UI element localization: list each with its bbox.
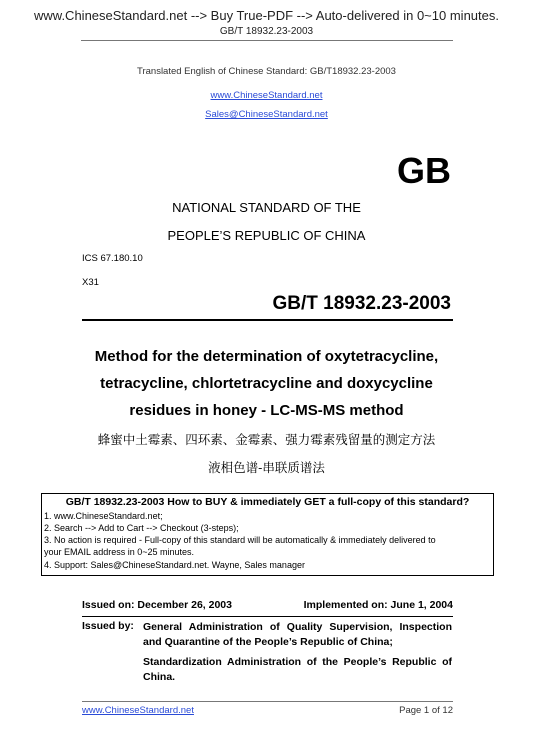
- implemented-on-date: Implemented on: June 1, 2004: [303, 599, 453, 611]
- ccs-code: X31: [82, 277, 99, 288]
- gb-mark: GB: [397, 150, 451, 191]
- buy-step: 3. No action is required - Full-copy of this standard will be automatically & immediately delivered to: [44, 535, 436, 545]
- buy-step: 2. Search --> Add to Cart --> Checkout (3-steps);: [44, 523, 239, 533]
- national-standard-line-2: PEOPLE’S REPUBLIC OF CHINA: [167, 228, 366, 243]
- issuer-organization-2: Standardization Administration of the People’s Republic of China.: [143, 656, 452, 683]
- page-number: Page 1 of 12: [399, 705, 453, 716]
- issued-on-date: Issued on: December 26, 2003: [82, 599, 232, 611]
- title-line-3: residues in honey - LC-MS-MS method: [129, 402, 404, 419]
- issued-by-label: Issued by:: [82, 620, 134, 632]
- top-banner: www.ChineseStandard.net --> Buy True-PDF --> Auto-delivered in 0~10 minutes.: [34, 8, 499, 23]
- website-link[interactable]: www.ChineseStandard.net: [210, 90, 323, 101]
- title-line-1: Method for the determination of oxytetracycline,: [94, 348, 439, 365]
- buy-step: 1. www.ChineseStandard.net;: [44, 511, 163, 521]
- buy-instructions-box: [41, 493, 494, 576]
- buy-step: your EMAIL address in 0~25 minutes.: [44, 547, 194, 557]
- ics-code: ICS 67.180.10: [82, 253, 143, 264]
- standard-number: GB/T 18932.23-2003: [272, 293, 451, 314]
- dates-rule: [82, 616, 453, 617]
- footer-divider: [82, 701, 453, 702]
- title-line-2: tetracycline, chlortetracycline and doxycycline: [100, 375, 433, 392]
- standard-number-rule: [82, 319, 453, 321]
- buy-box-title: GB/T 18932.23-2003 How to BUY & immediately GET a full-copy of this standard?: [65, 496, 470, 508]
- issuer-organization-1: General Administration of Quality Supervision, Inspection and Quarantine of the People’s Republic of China;: [143, 621, 452, 648]
- national-standard-line-1: NATIONAL STANDARD OF THE: [172, 200, 361, 215]
- website-link-wrap: [0, 85, 533, 103]
- header-standard-code: GB/T 18932.23-2003: [219, 26, 314, 37]
- chinese-title-line-2: 液相色谱-串联质谱法: [208, 460, 325, 475]
- header-divider: [81, 40, 453, 41]
- buy-step: 4. Support: Sales@ChineseStandard.net. Wayne, Sales manager: [44, 560, 305, 570]
- email-link-wrap: [0, 104, 533, 122]
- translated-notice: Translated English of Chinese Standard: GB/T18932.23-2003: [137, 66, 396, 77]
- footer-website-link[interactable]: www.ChineseStandard.net: [82, 705, 194, 716]
- chinese-title-line-1: 蜂蜜中土霉素、四环素、金霉素、强力霉素残留量的测定方法: [97, 432, 436, 447]
- email-link[interactable]: Sales@ChineseStandard.net: [205, 109, 328, 120]
